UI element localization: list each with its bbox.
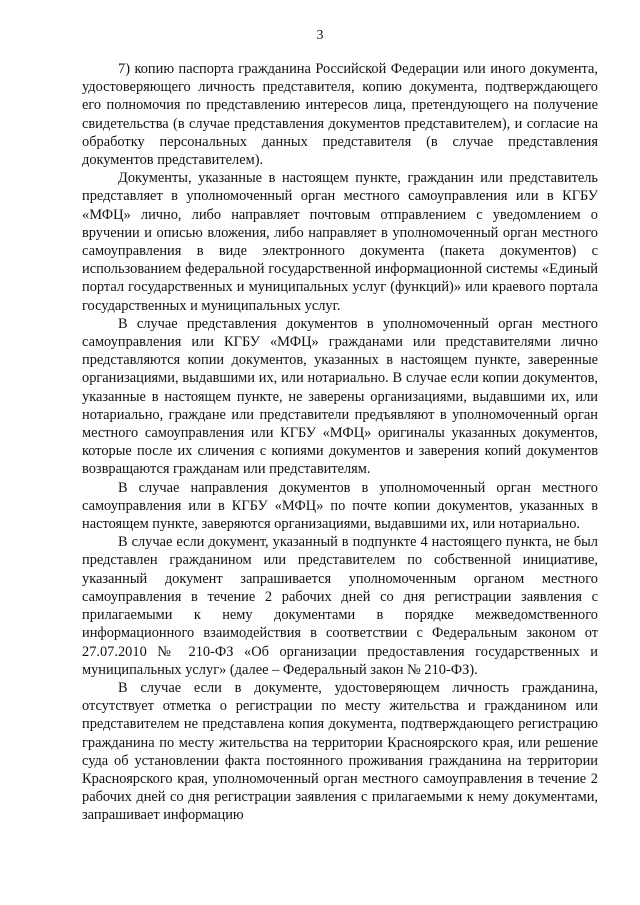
paragraph-personal-submission: В случае представления документов в уполномоченный орган местного самоуправления или КГБУ «МФЦ» гражданами или представителями лично представляются копии документов, указанных в настоящем пункте, заверенные организациями, выдавшими их, или нотариально. В случае если копии документов, указанные в настоящем пункте, не заверены организациями, выдавшими их, или нотариально, граждане или представители предъявляют в уполномоченный орган местного самоуправления или КГБУ «МФЦ» оригиналы указанных документов, которые после их сличения с копиями документов и заверения копий документов возвращаются гражданам или представителям. <box>82 315 598 478</box>
paragraph-postal-submission: В случае направления документов в уполномоченный орган местного самоуправления или в КГБУ «МФЦ» по почте копии документов, указанных в настоящем пункте, заверяются организациями, выдавшими их, или нотариально. <box>82 479 598 533</box>
document-body <box>82 60 598 825</box>
paragraph-interagency-request: В случае если документ, указанный в подпункте 4 настоящего пункта, не был представлен гражданином или представителем по собственной инициативе, указанный документ запрашивается уполномоченным органом местного самоуправления в течение 2 рабочих дней со дня регистрации заявления с прилагаемыми к нему документами в порядке межведомственного информационного взаимодействия в соответствии с Федеральным законом от 27.07.2010 № 210-ФЗ «Об организации предоставления государственных и муниципальных услуг» (далее – Федеральный закон № 210-ФЗ). <box>82 534 598 678</box>
paragraph-registration-check: В случае если в документе, удостоверяющем личность гражданина, отсутствует отметка о регистрации по месту жительства и гражданином или представителем не представлена копия документа, подтверждающего регистрацию гражданина по месту жительства на территории Красноярского края, или решение суда об установлении факта постоянного проживания гражданина на территории Красноярского края, уполномоченный орган местного самоуправления в течение 2 рабочих дней со дня регистрации заявления с прилагаемыми к нему документами, запрашивает информацию <box>82 679 598 824</box>
paragraph-submission-methods: Документы, указанные в настоящем пункте, гражданин или представитель представляет в уполномоченный орган местного самоуправления или в КГБУ «МФЦ» лично, либо направляет почтовым отправлением с уведомлением о вручении и описью вложения, либо направляет в уполномоченный орган местного самоуправления в виде электронного документа (пакета документов) с использованием федеральной государственной информационной системы «Единый портал государственных и муниципальных услуг (функций)» или краевого портала государственных и муниципальных услуг. <box>82 170 598 314</box>
paragraph-passport-copy: 7) копию паспорта гражданина Российской Федерации или иного документа, удостоверяющего личность представителя, копию документа, подтверждающего его полномочия по представлению интересов лица, претендующего на получение свидетельства (в случае представления документов представителем), и согласие на обработку персональных данных представителя (в случае представления документов представителем). <box>82 61 598 169</box>
page-number: 3 <box>316 28 324 43</box>
